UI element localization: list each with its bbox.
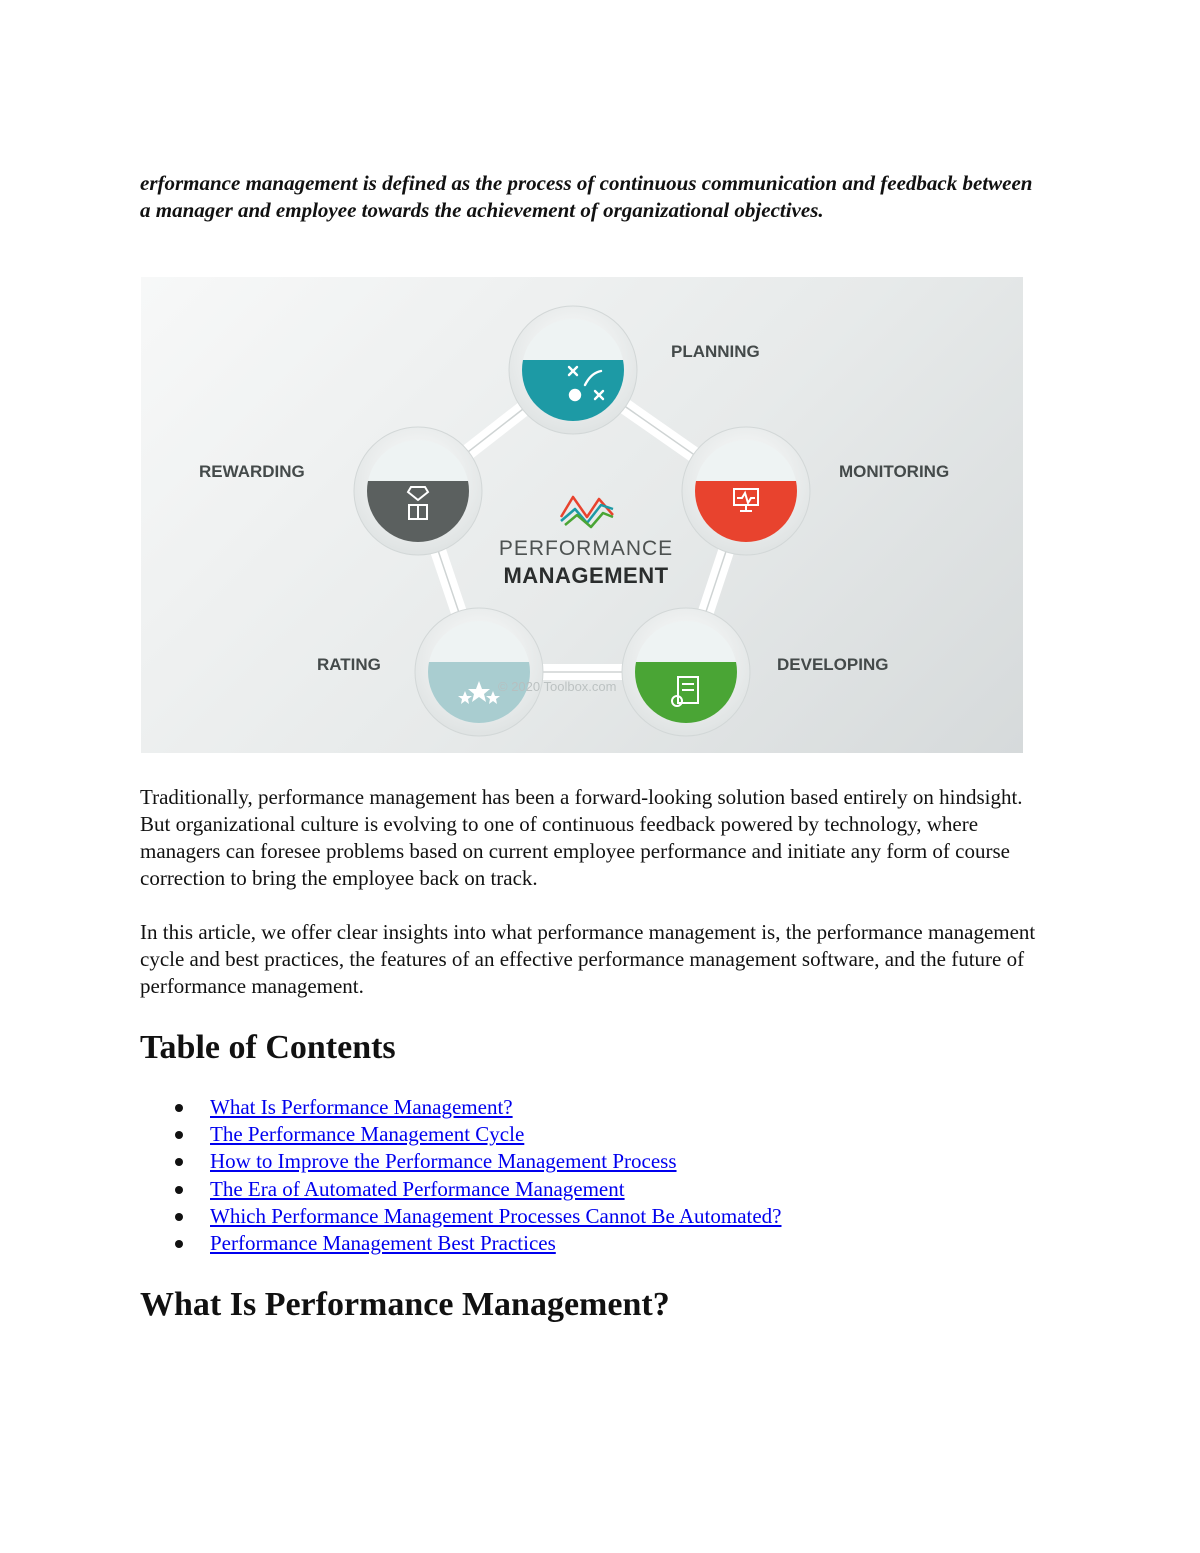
toc-item <box>140 1148 782 1175</box>
toc-item <box>140 1203 782 1230</box>
developing-node <box>622 608 750 736</box>
monitoring-node <box>682 427 810 555</box>
toc-item <box>140 1176 782 1203</box>
toc-link-cannot-automate[interactable]: Which Performance Management Processes Cannot Be Automated? <box>210 1203 782 1228</box>
label-planning: PLANNING <box>671 342 760 361</box>
paragraph-article-overview: In this article, we offer clear insights into what performance management is, the performance management cycle and best practices, the features of an effective performance management software, and the future of performance management. <box>140 920 1036 998</box>
planning-node <box>509 306 637 434</box>
rewarding-node <box>354 427 482 555</box>
bullet-icon <box>175 1213 183 1221</box>
diagram-title-line2: MANAGEMENT <box>503 563 669 588</box>
section-heading-what-is: What Is Performance Management? <box>140 1286 670 1323</box>
performance-management-diagram <box>141 277 1023 753</box>
label-rating: RATING <box>317 655 381 674</box>
rating-node <box>415 608 543 736</box>
toc-item <box>140 1230 782 1257</box>
toc-link-improve[interactable]: How to Improve the Performance Management Process <box>210 1149 677 1174</box>
table-of-contents <box>140 1094 782 1257</box>
bullet-icon <box>175 1131 183 1139</box>
toc-link-what-is[interactable]: What Is Performance Management? <box>210 1095 513 1119</box>
watermark: © 2020 Toolbox.com <box>498 679 617 694</box>
bullet-icon <box>175 1158 183 1166</box>
toc-heading: Table of Contents <box>140 1029 396 1066</box>
toc-link-best-practices[interactable]: Performance Management Best Practices <box>210 1231 556 1256</box>
toc-link-automated-era[interactable]: The Era of Automated Performance Management <box>210 1176 625 1201</box>
bullet-icon <box>175 1240 183 1248</box>
bullet-icon <box>175 1186 183 1194</box>
toc-item <box>140 1094 782 1121</box>
paragraph-traditionally: Traditionally, performance management has been a forward-looking solution based entirely on hindsight. But organizational culture is evolving to one of continuous feedback powered by technology, where managers can foresee problems based on current employee performance and initiate any form of course correction to bring the employee back on track. <box>140 785 1023 890</box>
toc-item <box>140 1121 782 1148</box>
diagram-title-line1: PERFORMANCE <box>498 537 674 560</box>
trend-chart-icon <box>561 497 613 527</box>
cycle-diagram-svg <box>141 277 1023 753</box>
bullet-icon <box>175 1104 183 1112</box>
label-developing: DEVELOPING <box>777 655 889 674</box>
label-monitoring: MONITORING <box>839 462 950 481</box>
toc-link-cycle[interactable]: The Performance Management Cycle <box>210 1122 525 1147</box>
intro-definition: erformance management is defined as the process of continuous communication and feedback between a manager and employee towards the achievement of organizational objectives. <box>140 171 1033 222</box>
label-rewarding: REWARDING <box>199 462 305 481</box>
